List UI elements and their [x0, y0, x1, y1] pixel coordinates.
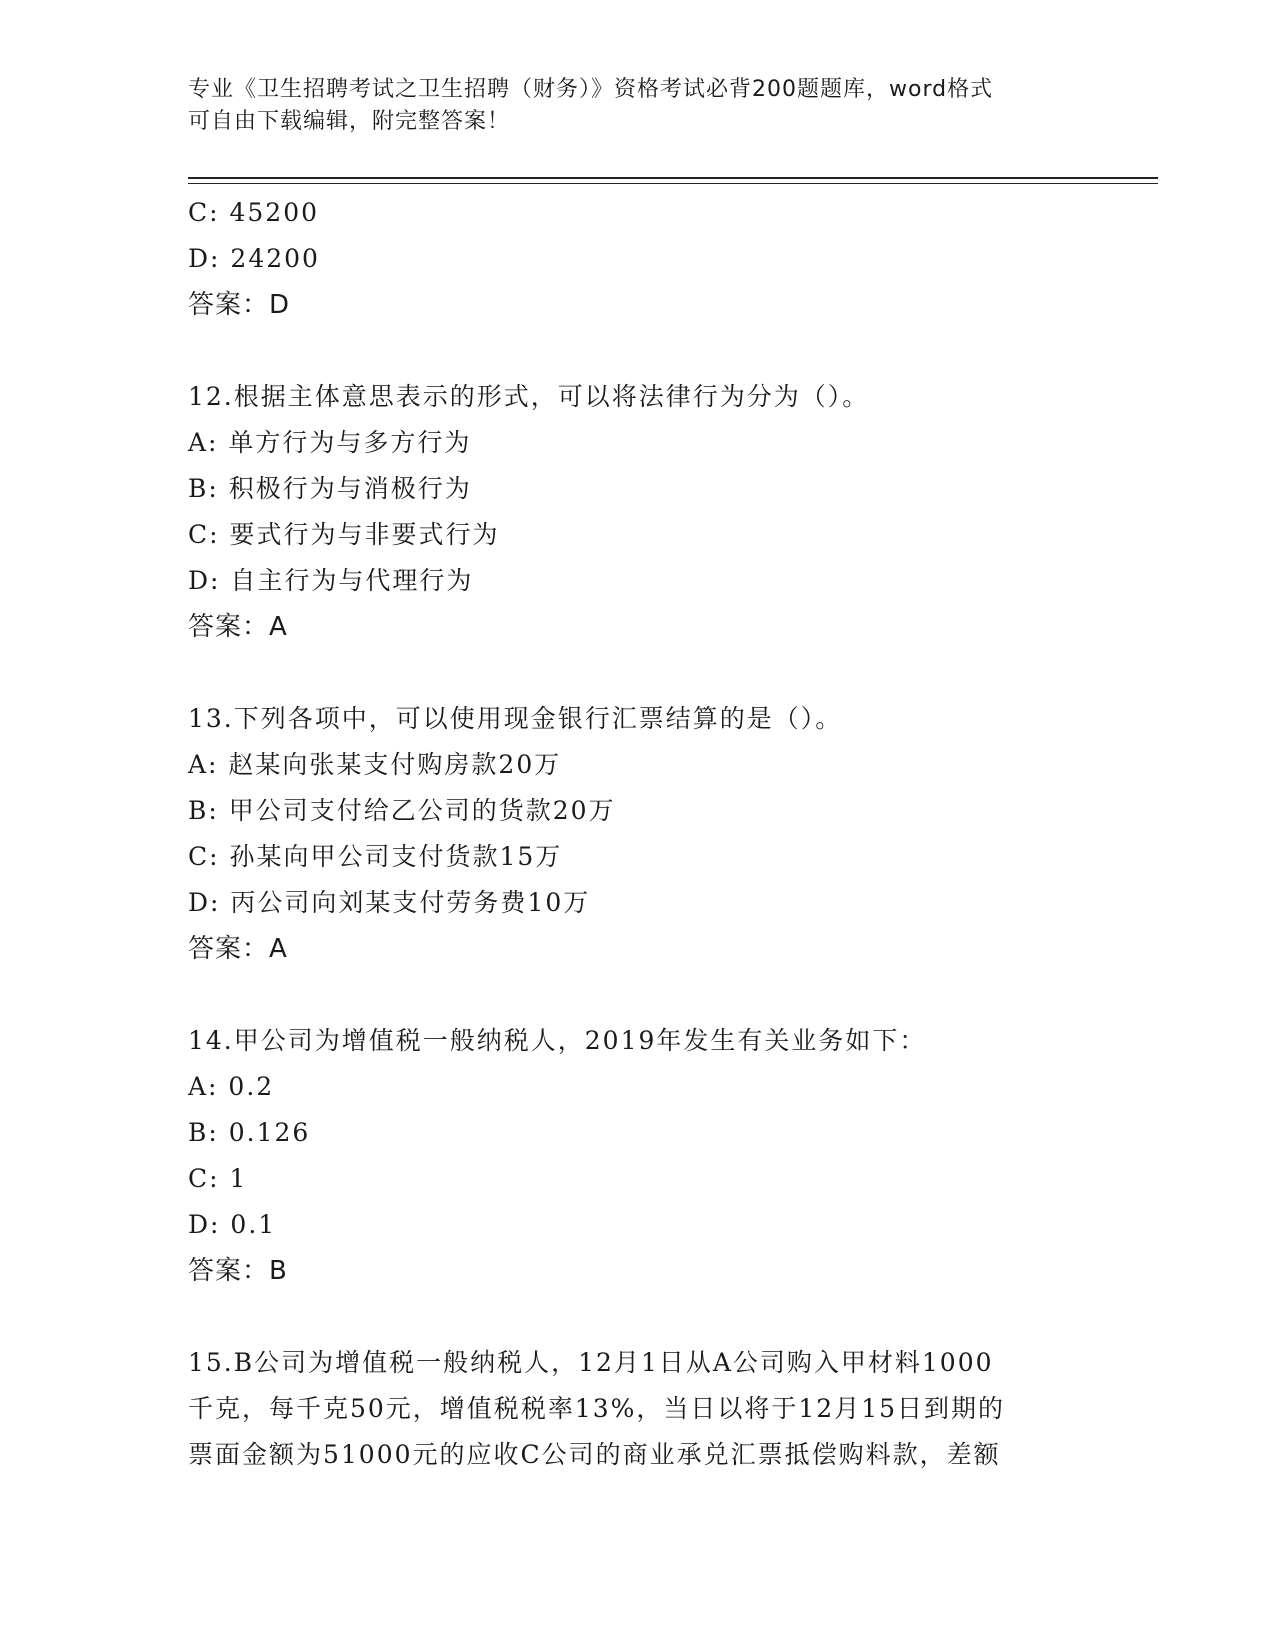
header-line-1: 专业《卫生招聘考试之卫生招聘（财务）》资格考试必背200题题库，word格式 [188, 77, 994, 102]
spacer [188, 972, 1088, 1018]
question-12 [188, 374, 1088, 650]
option-b: B: 0.126 [188, 1118, 311, 1147]
option-b: B: 积极行为与消极行为 [188, 474, 472, 503]
option-a: A: 0.2 [188, 1072, 275, 1101]
question-text: 13.下列各项中，可以使用现金银行汇票结算的是（）。 [188, 704, 843, 733]
option-a: A: 赵某向张某支付购房款20万 [188, 750, 562, 779]
option-c: C: 孙某向甲公司支付货款15万 [188, 842, 563, 871]
question-text-line-3: 票面金额为51000元的应收C公司的商业承兑汇票抵偿购料款，差额 [188, 1440, 1001, 1469]
document-body [188, 190, 1088, 1478]
header-rule-thin [188, 183, 1158, 184]
answer: 答案：A [188, 934, 288, 964]
question-text-line-2: 千克，每千克50元，增值税税率13%，当日以将于12月15日到期的 [188, 1394, 1006, 1423]
option-c: C: 45200 [188, 198, 320, 227]
option-a: A: 单方行为与多方行为 [188, 428, 472, 457]
answer: 答案：B [188, 1256, 288, 1286]
question-text-line-1: 15.B公司为增值税一般纳税人，12月1日从A公司购入甲材料1000 [188, 1348, 994, 1377]
option-d: D: 24200 [188, 244, 320, 273]
option-c: C: 1 [188, 1164, 248, 1193]
question-text: 14.甲公司为增值税一般纳税人，2019年发生有关业务如下： [188, 1026, 927, 1055]
document-header [188, 74, 1068, 138]
question-14 [188, 1018, 1088, 1294]
option-d: D: 丙公司向刘某支付劳务费10万 [188, 888, 591, 917]
answer: 答案：A [188, 612, 288, 642]
header-rule-thick [188, 177, 1158, 179]
question-15 [188, 1340, 1088, 1478]
spacer [188, 328, 1088, 374]
previous-question [188, 190, 1088, 328]
question-text: 12.根据主体意思表示的形式，可以将法律行为分为（）。 [188, 382, 870, 411]
option-c: C: 要式行为与非要式行为 [188, 520, 500, 549]
option-d: D: 0.1 [188, 1210, 277, 1239]
option-b: B: 甲公司支付给乙公司的货款20万 [188, 796, 616, 825]
spacer [188, 1294, 1088, 1340]
answer: 答案：D [188, 290, 291, 320]
question-13 [188, 696, 1088, 972]
header-line-2: 可自由下载编辑，附完整答案！ [188, 109, 511, 134]
option-d: D: 自主行为与代理行为 [188, 566, 474, 595]
spacer [188, 650, 1088, 696]
